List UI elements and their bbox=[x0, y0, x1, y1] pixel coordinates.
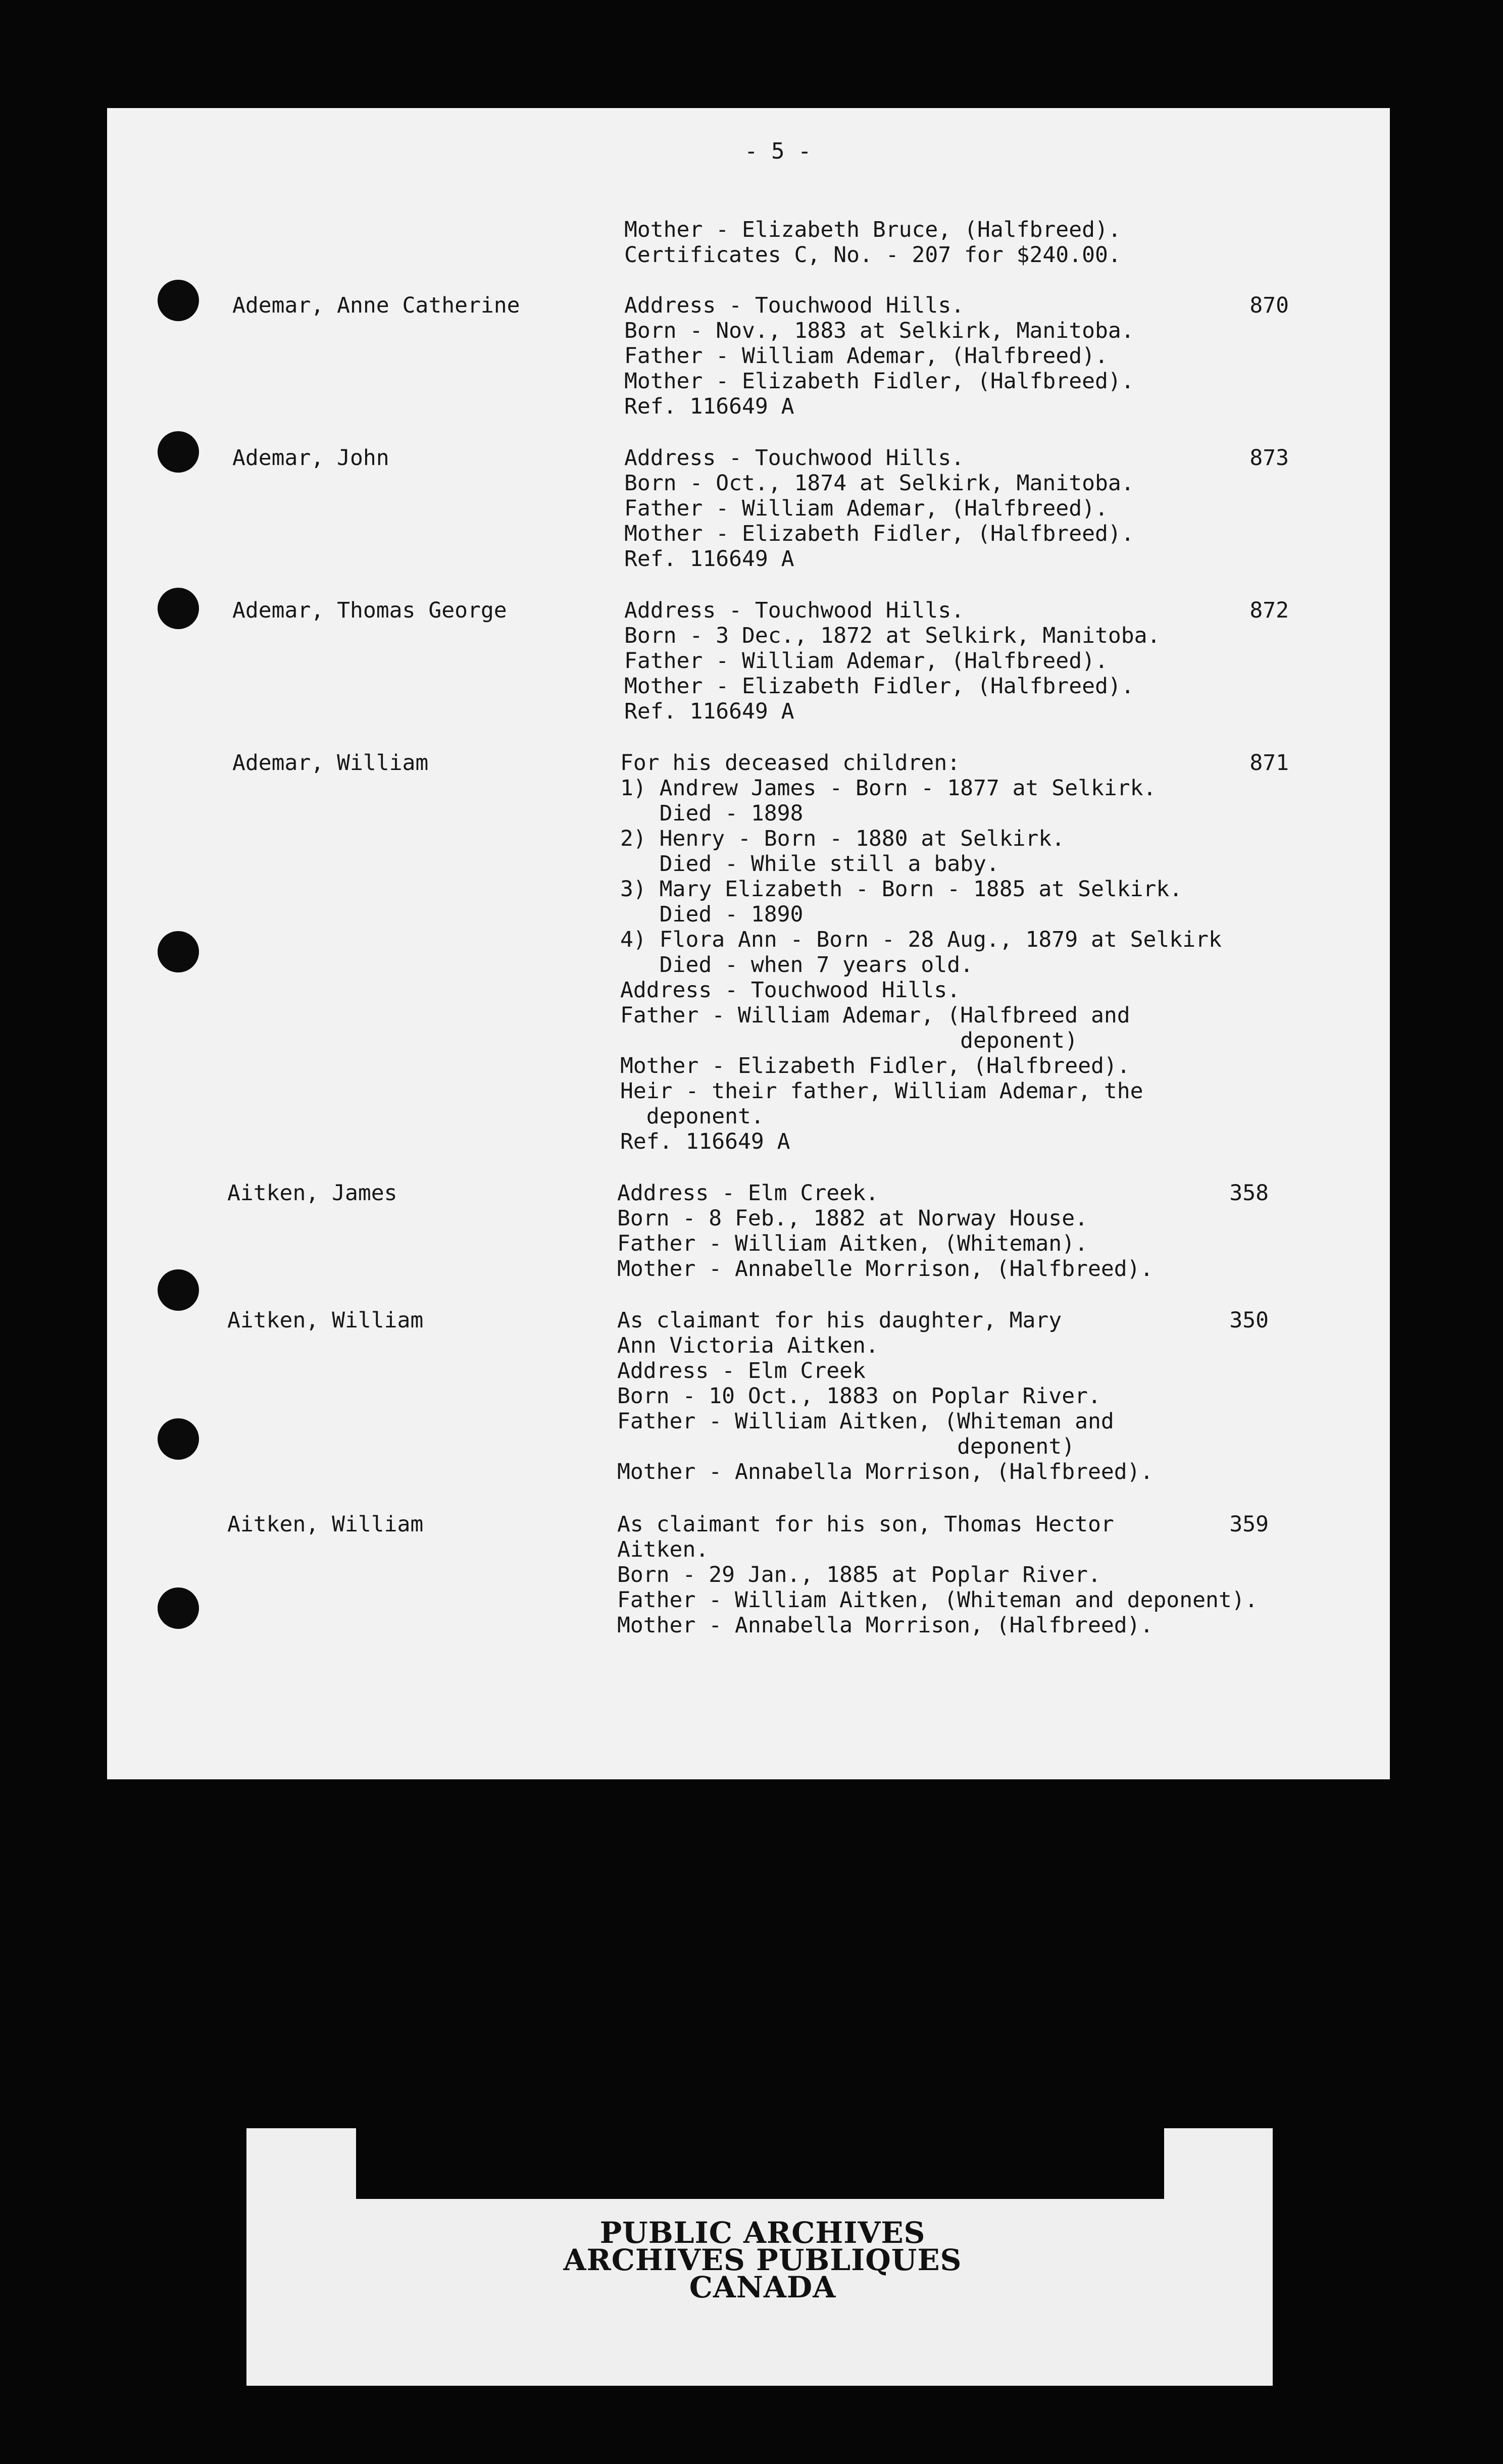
entry-line: Born - 3 Dec., 1872 at Selkirk, Manitoba. bbox=[624, 623, 1161, 648]
archives-stamp-line: ARCHIVES PUBLIQUES bbox=[563, 2243, 962, 2277]
entry-line: Ref. 116649 A bbox=[620, 1129, 790, 1154]
entry-line: 4) Flora Ann - Born - 28 Aug., 1879 at Selkirk bbox=[620, 927, 1222, 952]
entry-line: Mother - Elizabeth Fidler, (Halfbreed). bbox=[624, 369, 1134, 394]
entry-name: Ademar, Thomas George bbox=[232, 598, 507, 623]
binder-hole bbox=[158, 431, 199, 473]
entry-number: 873 bbox=[1249, 445, 1289, 471]
entry-line: Mother - Annabella Morrison, (Halfbreed). bbox=[617, 1613, 1154, 1638]
entry-line: Died - 1898 bbox=[620, 801, 804, 826]
entry-number: 871 bbox=[1249, 750, 1289, 776]
entry-line: Father - William Aitken, (Whiteman and deponent). bbox=[617, 1587, 1258, 1613]
entry-name: Aitken, James bbox=[227, 1180, 397, 1206]
entry-line: Died - when 7 years old. bbox=[620, 952, 973, 978]
binder-hole bbox=[158, 1269, 199, 1311]
entry-line: Father - William Aitken, (Whiteman and bbox=[617, 1409, 1114, 1434]
entry-line: 2) Henry - Born - 1880 at Selkirk. bbox=[620, 826, 1065, 851]
entry-line: Died - 1890 bbox=[620, 902, 804, 927]
entry-number: 350 bbox=[1229, 1308, 1269, 1333]
binder-hole bbox=[158, 931, 199, 972]
entry-line: Address - Touchwood Hills. bbox=[620, 978, 961, 1003]
entry-line: Father - William Ademar, (Halfbreed and bbox=[620, 1003, 1130, 1028]
entry-line: Heir - their father, William Ademar, the bbox=[620, 1079, 1143, 1104]
entry-line: Died - While still a baby. bbox=[620, 851, 999, 877]
binder-hole bbox=[158, 1587, 199, 1629]
entry-line: Ref. 116649 A bbox=[624, 546, 794, 572]
entry-number: 358 bbox=[1229, 1180, 1269, 1206]
entry-line: Mother - Elizabeth Fidler, (Halfbreed). bbox=[624, 521, 1134, 546]
entry-line: Address - Elm Creek bbox=[617, 1358, 866, 1383]
entry-line: Mother - Annabelle Morrison, (Halfbreed). bbox=[617, 1256, 1154, 1281]
entry-line: Ref. 116649 A bbox=[624, 699, 794, 724]
entry-line: Born - 10 Oct., 1883 on Poplar River. bbox=[617, 1383, 1101, 1409]
entry-line: deponent. bbox=[620, 1104, 764, 1129]
archives-stamp-line: PUBLIC ARCHIVES bbox=[599, 2216, 926, 2250]
entry-line: Aitken. bbox=[617, 1537, 709, 1562]
binder-hole bbox=[158, 280, 199, 321]
entry-line: Address - Elm Creek. bbox=[617, 1180, 879, 1206]
binder-hole bbox=[158, 588, 199, 629]
page-number: - 5 - bbox=[744, 138, 812, 164]
binder-hole bbox=[158, 1418, 199, 1460]
document-page bbox=[107, 108, 1390, 1779]
entry-line: Mother - Elizabeth Fidler, (Halfbreed). bbox=[620, 1053, 1130, 1079]
entry-line: 1) Andrew James - Born - 1877 at Selkirk. bbox=[620, 776, 1157, 801]
entry-line: As claimant for his daughter, Mary bbox=[617, 1308, 1062, 1333]
entry-line: Address - Touchwood Hills. bbox=[624, 293, 965, 318]
entry-line: Born - Oct., 1874 at Selkirk, Manitoba. bbox=[624, 471, 1134, 496]
entry-name: Aitken, William bbox=[227, 1512, 424, 1537]
entry-line: Ann Victoria Aitken. bbox=[617, 1333, 879, 1358]
entry-name: Aitken, William bbox=[227, 1308, 424, 1333]
entry-line: For his deceased children: bbox=[620, 750, 961, 776]
entry-line: Mother - Elizabeth Bruce, (Halfbreed). bbox=[624, 217, 1121, 242]
entry-line: Mother - Annabella Morrison, (Halfbreed). bbox=[617, 1459, 1154, 1484]
entry-name: Ademar, John bbox=[232, 445, 389, 471]
entry-line: Address - Touchwood Hills. bbox=[624, 598, 965, 623]
entry-number: 870 bbox=[1249, 293, 1289, 318]
label-notch bbox=[356, 2128, 1164, 2199]
entry-line: Address - Touchwood Hills. bbox=[624, 445, 965, 471]
entry-line: Born - 8 Feb., 1882 at Norway House. bbox=[617, 1206, 1088, 1231]
entry-line: Ref. 116649 A bbox=[624, 394, 794, 419]
entry-line: Father - William Ademar, (Halfbreed). bbox=[624, 496, 1108, 521]
entry-number: 359 bbox=[1229, 1512, 1269, 1537]
entry-line: deponent) bbox=[620, 1028, 1078, 1053]
entry-name: Ademar, William bbox=[232, 750, 429, 776]
entry-line: Born - 29 Jan., 1885 at Poplar River. bbox=[617, 1562, 1101, 1587]
entry-line: Father - William Ademar, (Halfbreed). bbox=[624, 343, 1108, 369]
archives-stamp bbox=[505, 2216, 1020, 2304]
entry-number: 872 bbox=[1249, 598, 1289, 623]
entry-line: Father - William Ademar, (Halfbreed). bbox=[624, 648, 1108, 674]
entry-line: As claimant for his son, Thomas Hector bbox=[617, 1512, 1114, 1537]
entry-line: Mother - Elizabeth Fidler, (Halfbreed). bbox=[624, 674, 1134, 699]
entry-name: Ademar, Anne Catherine bbox=[232, 293, 520, 318]
entry-line: Father - William Aitken, (Whiteman). bbox=[617, 1231, 1088, 1256]
entry-line: Born - Nov., 1883 at Selkirk, Manitoba. bbox=[624, 318, 1134, 343]
archives-stamp-line: CANADA bbox=[689, 2270, 836, 2304]
entry-line: 3) Mary Elizabeth - Born - 1885 at Selkirk. bbox=[620, 877, 1183, 902]
entry-line: Certificates C, No. - 207 for $240.00. bbox=[624, 242, 1121, 268]
entry-line: deponent) bbox=[617, 1434, 1075, 1459]
